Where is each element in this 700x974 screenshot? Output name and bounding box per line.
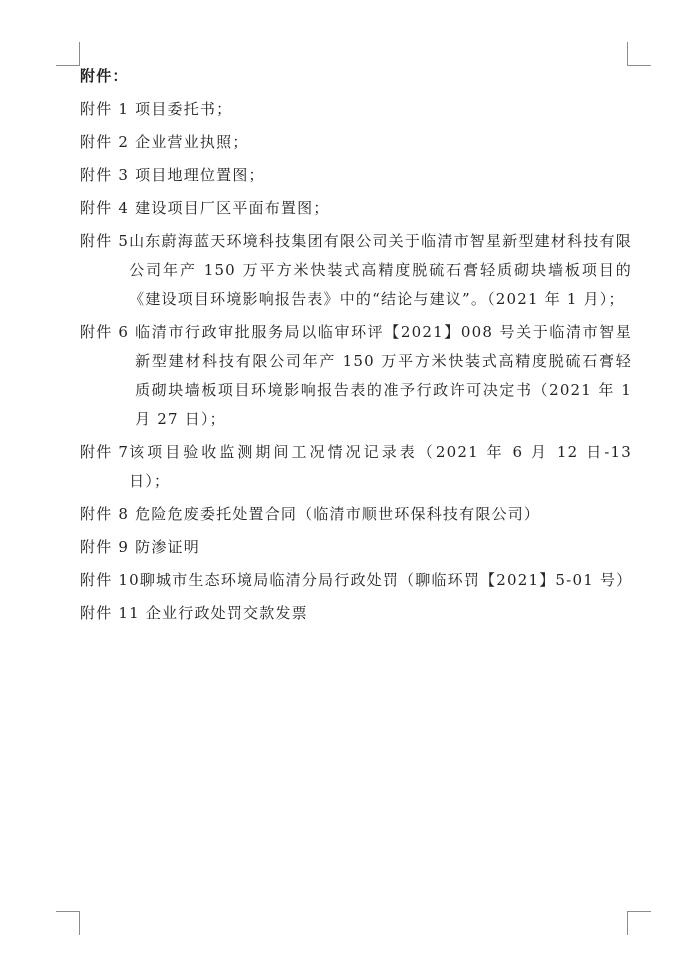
corner-mark-bottom-right bbox=[627, 911, 628, 935]
corner-mark-top-left bbox=[56, 65, 80, 66]
attachment-item bbox=[80, 533, 632, 562]
attachment-text: 聊城市生态环境局临清分局行政处罚（聊临环罚【2021】5-01 号） bbox=[139, 571, 633, 589]
attachment-label: 附件 11 bbox=[80, 604, 140, 622]
attachment-label: 附件 4 bbox=[80, 199, 130, 217]
attachment-label: 附件 7 bbox=[80, 443, 130, 461]
attachment-item bbox=[80, 194, 632, 223]
corner-mark-bottom-right bbox=[627, 911, 651, 912]
corner-mark-bottom-left bbox=[79, 911, 80, 935]
attachment-label: 附件 9 bbox=[80, 538, 130, 556]
attachment-text: 项目委托书； bbox=[135, 100, 233, 118]
attachment-text: 防渗证明 bbox=[135, 538, 200, 556]
attachment-text: 危险危废委托处置合同（临清市顺世环保科技有限公司） bbox=[135, 505, 541, 523]
attachment-list bbox=[80, 62, 632, 632]
attachment-text: 临清市行政审批服务局以临审环评【2021】008 号关于临清市智星新型建材科技有限公司年产 150 万平方米快装式高精度脱硫石膏轻质砌块墙板项目环境影响报告表的准予行政许可决定书（2021 年 1 月 27 日）； bbox=[135, 323, 632, 428]
attachment-text: 山东蔚海蓝天环境科技集团有限公司关于临清市智星新型建材科技有限公司年产 150 万平方米快装式高精度脱硫石膏轻质砌块墙板项目的《建设项目环境影响报告表》中的“结论与建议”。（2021 年 1 月）； bbox=[129, 232, 632, 308]
attachment-item bbox=[80, 599, 632, 628]
attachment-label: 附件 6 bbox=[80, 323, 130, 341]
attachment-label: 附件 2 bbox=[80, 133, 130, 151]
attachment-label: 附件 5 bbox=[80, 232, 130, 250]
attachment-text: 建设项目厂区平面布置图； bbox=[135, 199, 330, 217]
attachment-text: 项目地理位置图； bbox=[135, 166, 265, 184]
attachment-text: 企业行政处罚交款发票 bbox=[145, 604, 308, 622]
attachment-item bbox=[80, 227, 632, 314]
attachment-label: 附件 3 bbox=[80, 166, 130, 184]
attachment-item bbox=[80, 95, 632, 124]
attachment-text: 该项目验收监测期间工况情况记录表（2021 年 6 月 12 日-13 日）； bbox=[129, 443, 632, 490]
attachment-text: 企业营业执照； bbox=[135, 133, 249, 151]
attachment-label: 附件 1 bbox=[80, 100, 130, 118]
attachment-item bbox=[80, 438, 632, 496]
attachment-item bbox=[80, 500, 632, 529]
attachments-heading: 附件： bbox=[80, 67, 129, 85]
attachment-item bbox=[80, 318, 632, 434]
attachment-item bbox=[80, 128, 632, 157]
attachment-item bbox=[80, 161, 632, 190]
attachment-label: 附件 10 bbox=[80, 571, 140, 589]
attachment-label: 附件 8 bbox=[80, 505, 130, 523]
attachment-item bbox=[80, 566, 632, 595]
corner-mark-bottom-left bbox=[56, 911, 80, 912]
